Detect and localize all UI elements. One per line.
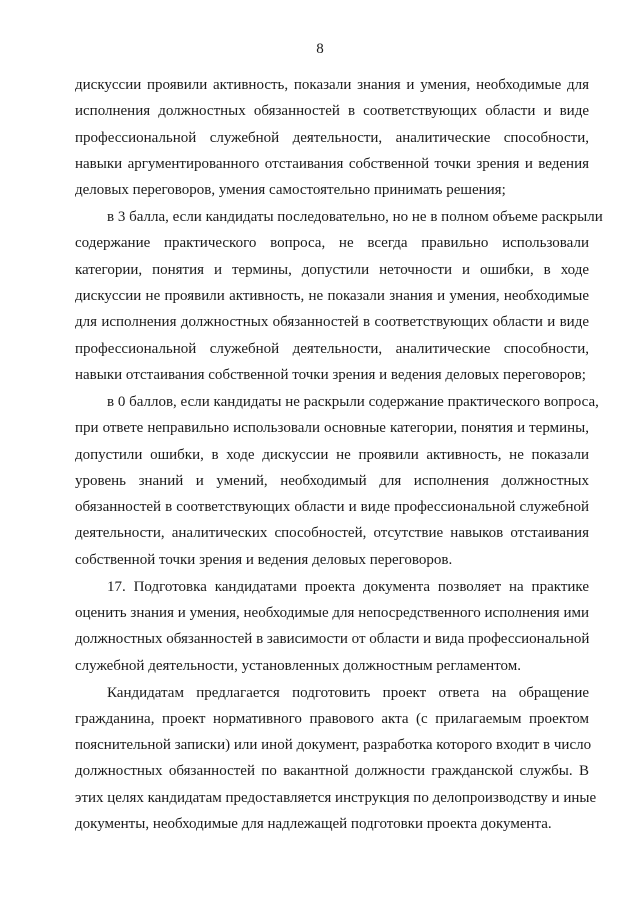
text-line: оценить знания и умения, необходимые для непосредственного исполнения ими [75,605,589,621]
text-line: пояснительной записки) или иной документ, разработка которого входит в число [75,737,592,754]
paragraph [75,574,589,679]
text-line: гражданина, проект нормативного правового акта (с прилагаемым проектом [75,710,589,727]
text-line: при ответе неправильно использовали основные категории, понятия и термины, [75,420,589,437]
paragraph [75,204,603,388]
text-line: собственной точки зрения и ведения деловых переговоров. [75,551,453,568]
text-line: служебной деятельности, установленных должностным регламентом. [75,657,521,674]
text-line: этих целях кандидатам предоставляется инструкция по делопроизводству и иные [75,789,597,806]
text-line: профессиональной служебной деятельности, аналитические способности, [75,340,589,357]
text-line: документы, необходимые для надлежащей подготовки проекта документа. [75,816,552,833]
text-line: навыки аргументированного отстаивания собственной точки зрения и ведения [75,155,589,172]
text-line: должностных обязанностей в зависимости от области и вида профессиональной [75,631,590,648]
text-line: деятельности, аналитических способностей, отсутствие навыков отстаивания [75,525,589,542]
text-line: обязанностей в соответствующих области и виде профессиональной служебной [75,499,589,516]
text-line: дискуссии проявили активность, показали знания и умения, необходимые для [75,77,589,93]
text-line: для исполнения должностных обязанностей в соответствующих области и виде [75,314,589,331]
text-line: содержание практического вопроса, не всегда правильно использовали [75,235,589,252]
text-line: 17. Подготовка кандидатами проекта документа позволяет на практике [107,578,589,595]
text-line: навыки отстаивания собственной точки зрения и ведения деловых переговоров; [75,366,586,383]
paragraph [75,389,599,573]
text-line: дискуссии не проявили активность, не показали знания и умения, необходимые [75,288,589,305]
text-line: исполнения должностных обязанностей в соответствующих области и виде [75,103,589,120]
text-line: должностных обязанностей по вакантной должности гражданской службы. В [75,763,589,780]
text-line: профессиональной служебной деятельности, аналитические способности, [75,129,589,146]
text-line: категории, понятия и термины, допустили неточности и ошибки, в ходе [75,261,589,278]
document-body [75,72,603,837]
text-line: в 3 балла, если кандидаты последовательно, но не в полном объеме раскрыли [107,209,603,226]
paragraph [75,72,589,203]
page-number: 8 [316,41,324,57]
text-line: в 0 баллов, если кандидаты не раскрыли содержание практического вопроса, [107,393,599,410]
text-line: деловых переговоров, умения самостоятельно принимать решения; [75,182,506,199]
text-line: допустили ошибки, в ходе дискуссии не проявили активность, не показали [75,446,589,463]
text-line: Кандидатам предлагается подготовить проект ответа на обращение [107,684,589,701]
text-line: уровень знаний и умений, необходимый для исполнения должностных [75,472,589,489]
paragraph [75,680,597,838]
